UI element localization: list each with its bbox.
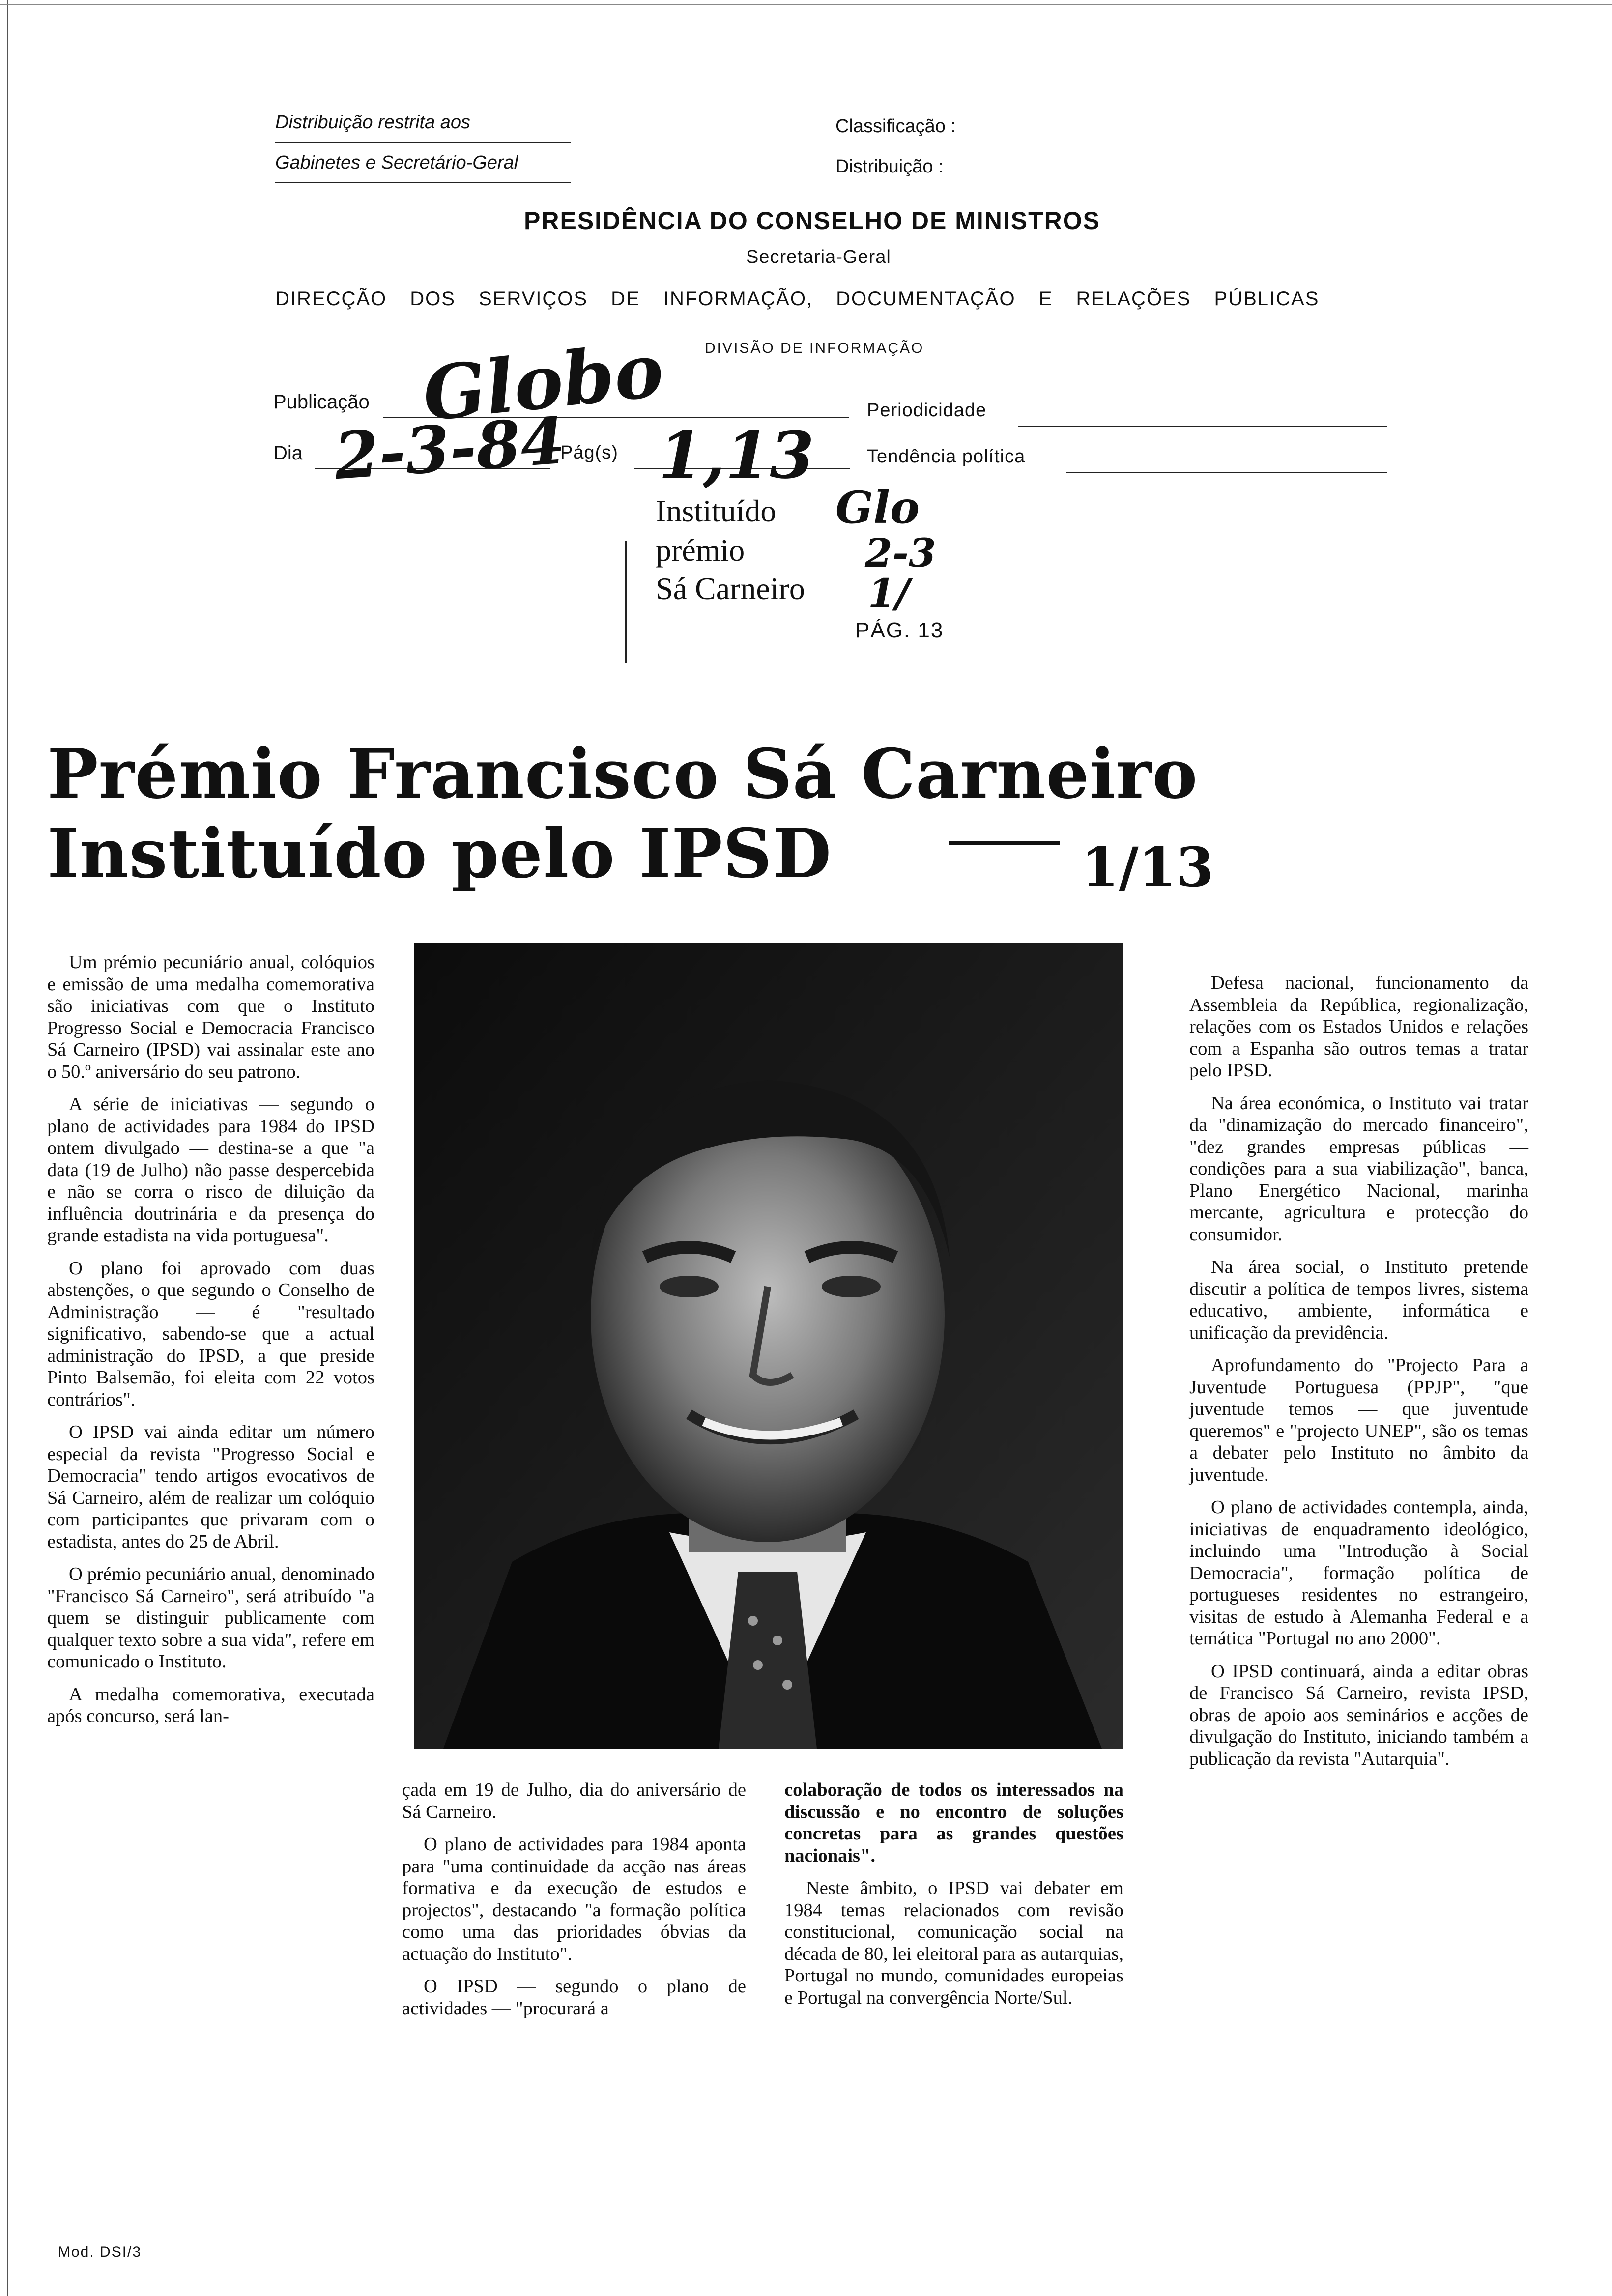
pages-label: Pág(s) [560,442,618,463]
distribution-label: Distribuição : [835,156,944,177]
scan-edge-left [7,0,8,2296]
col4-paragraph-4: Aprofundamento do "Projecto Para a Juventude Portuguesa (PPJP", "que juventude temos — que juventude queremos" e "projecto UNEP", são os temas a debater pelo Instituto no âmbito da juventude. [1189,1355,1528,1485]
col3-paragraph-2: Neste âmbito, o IPSD vai debater em 1984 temas relacionados com revisão constitucional, comunicação social na década de 80, lei eleitoral para as autarquias, Portugal no mundo, comunidades europeias e Portugal na convergência Norte/Sul. [784,1878,1123,2008]
article-column-3 [784,1779,1123,2019]
col4-paragraph-2: Na área económica, o Instituto vai tratar da "dinamização do mercado financeiro", "dez grandes empresas públicas — condições para a sua viabilização", banca, Plano Energético Nacional, marinha mercante, agricultura e protecção do consumidor. [1189,1092,1528,1245]
org-secretariat: Secretaria-Geral [746,247,891,267]
headline-line-1: Prémio Francisco Sá Carneiro [47,734,1198,814]
periodicity-label: Periodicidade [867,400,987,421]
tendency-label: Tendência política [867,446,1026,467]
col1-paragraph-5: O prémio pecuniário anual, denominado "Francisco Sá Carneiro", será atribuído "a quem se distinguir publicamente com qualquer texto sobre a sua vida", refere em comunicado o Instituto. [47,1564,374,1672]
col4-paragraph-3: Na área social, o Instituto pretende discutir a política de tempos livres, sistema educativo, ambiente, informática e unificação da previdência. [1189,1257,1528,1343]
underline-restricted-1 [275,142,571,143]
classification-label: Classificação : [835,116,956,137]
article-column-2 [402,1779,746,2030]
col1-paragraph-3: O plano foi aprovado com duas abstenções, o que segundo o Conselho de Administração — é "resultado significativo, sabendo-se que a actual administração do IPSD, a que preside Pinto Balsemão, foi eleita com 22 votos contrários". [47,1258,374,1410]
portrait-photo [414,943,1123,1749]
clipping-page-ref: PÁG. 13 [855,618,944,642]
col2-paragraph-1: çada em 19 de Julho, dia do aniversário de Sá Carneiro. [402,1779,746,1822]
publication-label: Publicação [273,391,370,413]
col2-paragraph-3: O IPSD — segundo o plano de actividades — "procurará a [402,1976,746,2019]
col2-paragraph-2: O plano de actividades para 1984 aponta para "uma continuidade da acção nas áreas formativa e da execução de estudos e projectos", destacando "a formação política como uma das prioridades óbvias da actuação do Instituto". [402,1834,746,1964]
org-direction: DIRECÇÃO DOS SERVIÇOS DE INFORMAÇÃO, DOCUMENTAÇÃO E RELAÇÕES PÚBLICAS [275,288,1320,310]
portrait-photo-art [414,943,1123,1749]
col1-paragraph-4: O IPSD vai ainda editar um número especial da revista "Progresso Social e Democracia" tendo artigos evocativos de Sá Carneiro, além de realizar um colóquio com participantes que privaram com o estadista, antes do 25 de Abril. [47,1422,374,1552]
col3-paragraph-1: colaboração de todos os interessados na discussão e no encontro de soluções concretas para as grandes questões nacionais". [784,1779,1123,1866]
org-title: PRESIDÊNCIA DO CONSELHO DE MINISTROS [524,207,1101,234]
scan-edge-top [0,4,1612,5]
col1-paragraph-2: A série de iniciativas — segundo o plano de actividades para 1984 do IPSD ontem divulgado — destina-se a que "a data (19 de Julho) não passe despercebida e não se corra o risco de diluição da influência doutrinária e da presença do grande estadista na vida portuguesa". [47,1094,374,1246]
clipping-title-2: prémio [656,533,745,568]
col1-paragraph-1: Um prémio pecuniário anual, colóquios e emissão de uma medalha comemorativa são iniciativas com que o Instituto Progresso Social e Democracia Francisco Sá Carneiro (IPSD) vai assinalar este ano o 50.º aniversário do seu patrono. [47,952,374,1082]
clipping-note-2: 2-3 [865,530,936,576]
org-division: DIVISÃO DE INFORMAÇÃO [705,340,924,356]
col4-paragraph-6: O IPSD continuará, ainda a editar obras de Francisco Sá Carneiro, revista IPSD, obras de apoio aos seminários e acções de divulgação do Instituto, iniciando também a publicação da revista "Autarquia". [1189,1661,1528,1769]
day-label: Dia [273,442,303,464]
form-code: Mod. DSI/3 [58,2244,142,2260]
article-column-1 [47,951,374,1738]
headline-handwritten-note: 1/13 [1081,835,1214,899]
article-column-4 [1189,972,1528,1780]
clipping-rule [625,541,627,663]
day-handwritten: 2-3-84 [332,402,568,494]
pages-handwritten: 1,13 [659,418,814,493]
clipping-note-3: 1/ [868,570,910,616]
clipping-title-3: Sá Carneiro [656,571,805,606]
publication-handwritten: Globo [419,326,667,438]
col4-paragraph-5: O plano de actividades contempla, ainda, iniciativas de enquadramento ideológico, incluindo uma "Introdução à Social Democracia", formação política de portugueses residentes no estrangeiro, visitas de estudo à Alemanha Federal e a temática "Portugal no ano 2000". [1189,1497,1528,1649]
headline-line-2: Instituído pelo IPSD [47,813,832,893]
headline-underline [949,841,1060,845]
restricted-line-1: Distribuição restrita aos [275,112,471,133]
col4-paragraph-1: Defesa nacional, funcionamento da Assembleia da República, regionalização, relações com os Estados Unidos e relações com a Espanha são outros temas a tratar pelo IPSD. [1189,973,1528,1081]
clipping-note-1: Glo [835,482,920,534]
col1-paragraph-6: A medalha comemorativa, executada após concurso, será lan- [47,1684,374,1726]
clipping-title-1: Instituído [656,493,777,528]
periodicity-line [1018,426,1387,427]
underline-restricted-2 [275,182,571,183]
tendency-line [1066,472,1387,473]
restricted-line-2: Gabinetes e Secretário-Geral [275,152,518,173]
